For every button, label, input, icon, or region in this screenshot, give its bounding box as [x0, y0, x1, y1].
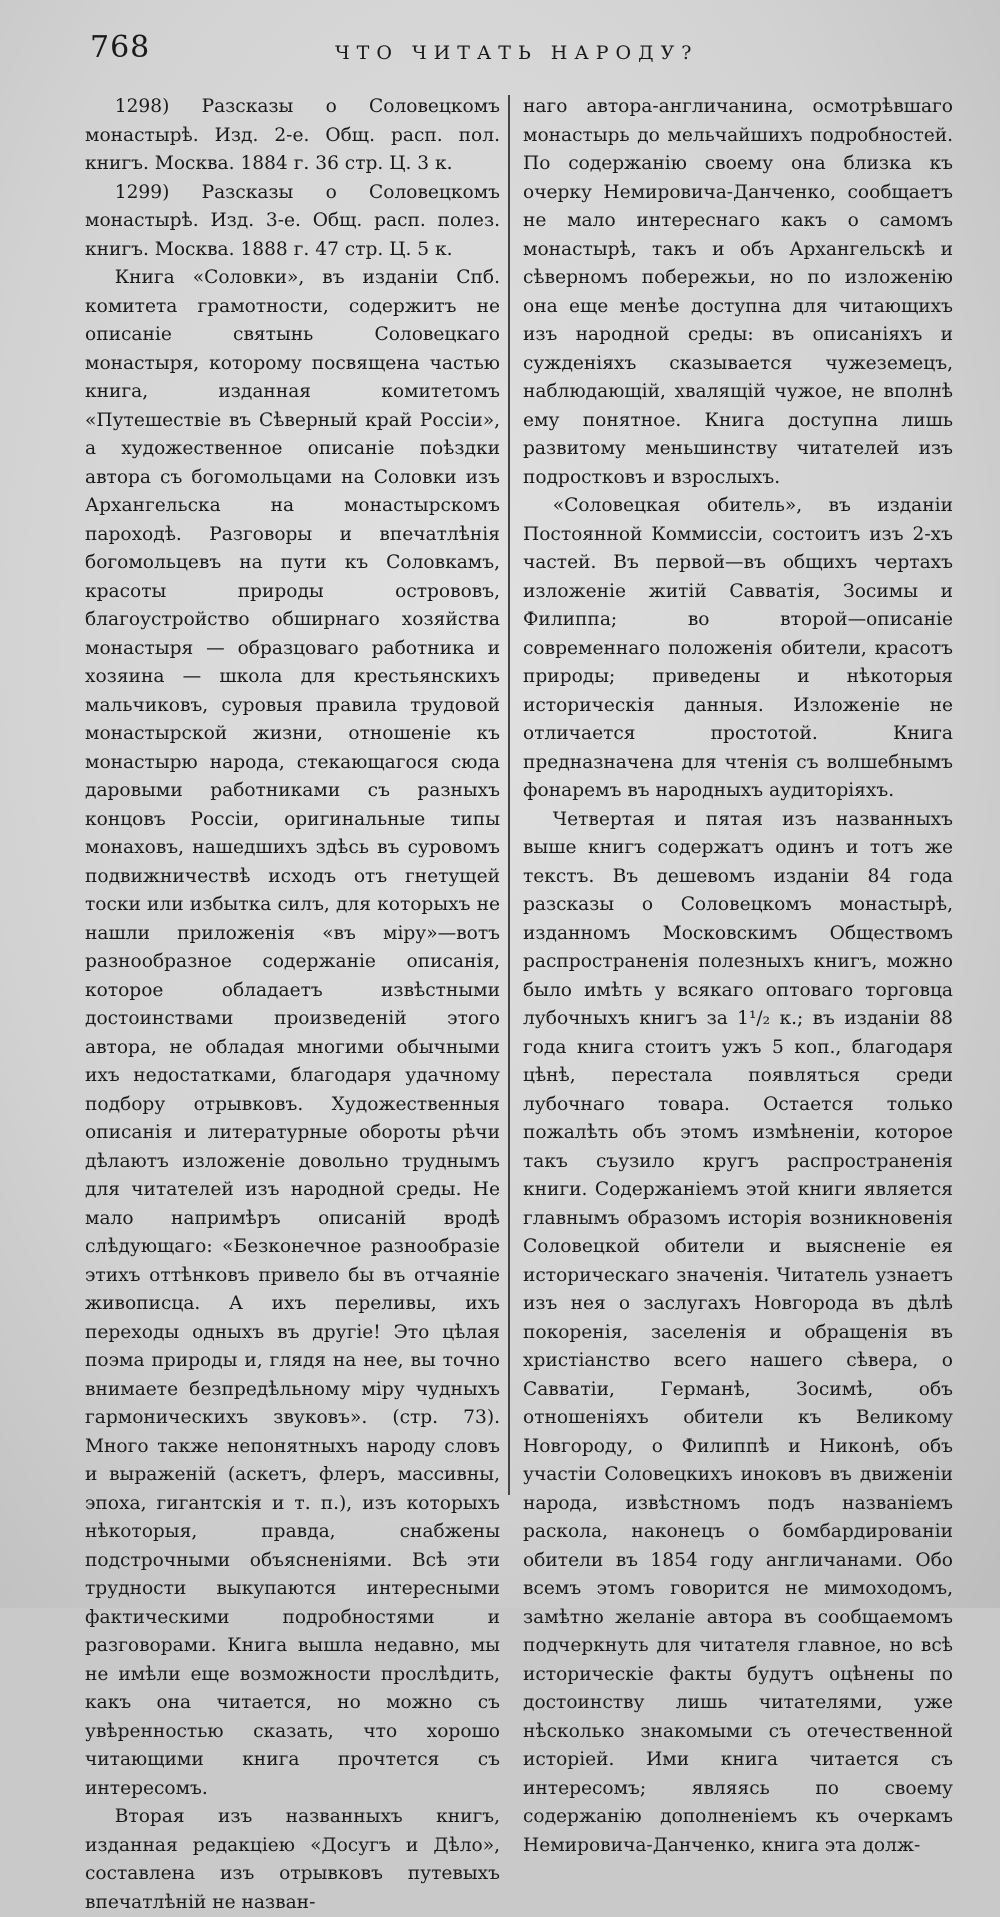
entry-title: Разсказы о Соловецкомъ монастырѣ. — [85, 96, 500, 146]
entry-details: Изд. 2-е. Общ. расп. пол. книгъ. Москва. 1884 г. 36 стр. Ц. 3 к. — [85, 124, 500, 174]
running-title: ЧТО ЧИТАТЬ НАРОДУ? — [335, 42, 699, 64]
entry-number: 1298) — [114, 96, 170, 117]
right-column — [523, 93, 953, 1856]
left-column — [85, 93, 500, 1913]
bibliography-entry — [85, 93, 500, 179]
bibliography-entry — [85, 179, 500, 265]
entry-number: 1299) — [114, 181, 170, 203]
entry-details: Изд. 3-е. Общ. расп. полез. книгъ. Москва. 1888 г. 47 стр. Ц. 5 к. — [85, 210, 500, 260]
page-header — [90, 30, 920, 80]
body-paragraph-continued: наго автора-англичанина, осмотрѣвшаго монастырь до мельчайшихъ подробностей. По содержанію своему она близка къ очерку Немировича-Данченко, сообщаетъ не мало интереснаго какъ о самомъ монастырѣ, такъ и объ Архангельскѣ и сѣверномъ побережьи, но по изложенію она еще менѣе доступна для читающихъ изъ народной среды: въ описаніяхъ и сужденіяхъ сказывается чужеземецъ, наблюдающій, хвалящій чужое, не вполнѣ ему понятное. Книга доступна лишь развитому меньшинству читателей изъ подростковъ и взрослыхъ. — [523, 96, 953, 488]
body-paragraph: Четвертая и пятая изъ названныхъ выше книгъ содержатъ одинъ и тотъ же текстъ. Въ дешевомъ изданіи 84 года разсказы о Соловецкомъ монастырѣ, изданномъ Московскимъ Обществомъ распространенія полезныхъ книгъ, можно было имѣть у всякаго оптоваго торговца лубочныхъ книгъ за 1¹/₂ к.; въ изданіи 88 года книга стоитъ ужъ 5 коп., благодаря цѣнѣ, перестала появляться среди лубочнаго товара. Остается только пожалѣть объ этомъ измѣненіи, которое такъ съузило кругъ распространенія книги. Содержаніемъ этой книги является главнымъ образомъ исторія возникновенія Соловецкой обители и выясненіе ея историческаго значенія. Читатель узнаетъ изъ нея о заслугахъ Новгорода въ дѣлѣ покоренія, заселенія и обращенія въ христіанство всего нашего сѣвера, о Савватіи, Германѣ, Зосимѣ, объ отношеніяхъ обители къ Великому Новгороду, о Филиппѣ и Никонѣ, объ участіи Соловецкихъ иноковъ въ движеніи народа, извѣстномъ подъ названіемъ раскола, наконецъ о бомбардированіи обители въ 1854 году англичанами. Обо всемъ этомъ говорится не мимоходомъ, замѣтно желаніе автора въ сообщаемомъ подчеркнуть для читателя главное, но всѣ историческіе факты будутъ оцѣнены по достоинству лишь читателями, уже нѣсколько знакомыми съ отечественной исторіей. Ими книга читается съ интересомъ; являясь по своему содержанію дополненіемъ къ очеркамъ Немировича-Данченко, книга эта долж- — [523, 808, 953, 1856]
body-paragraph: «Соловецкая обитель», въ изданіи Постоянной Коммиссіи, состоитъ изъ 2-хъ частей. Въ первой—въ общихъ чертахъ изложеніе житій Савватія, Зосимы и Филиппа; во второй—описаніе современнаго положенія обители, красотъ природы; приведены и нѣкоторыя историческія данныя. Изложеніе не отличается простотой. Книга предназначена для чтенія съ волшебнымъ фонаремъ въ народныхъ аудиторіяхъ. — [523, 495, 953, 801]
body-paragraph: Вторая изъ названныхъ книгъ, изданная редакціею «Досугъ и Дѣло», составлена изъ отрывковъ путевыхъ впечатлѣній не назван- — [85, 1806, 500, 1913]
page-number: 768 — [90, 30, 151, 65]
body-paragraph: Книга «Соловки», въ изданіи Спб. комитета грамотности, содержитъ не описаніе святынь Соловецкаго монастыря, которому посвящена частью книга, изданная комитетомъ «Путешествіе въ Сѣверный край Россіи», а художественное описаніе поѣздки автора съ богомольцами на Соловки изъ Архангельска на монастырскомъ пароходѣ. Разговоры и впечатлѣнія богомольцевъ на пути къ Соловкамъ, красоты природы острововъ, благоустройство обширнаго хозяйства монастыря — образцоваго работника и хозяина — школа для крестьянскихъ мальчиковъ, суровыя правила трудовой монастырской жизни, отношеніе къ монастырю народа, стекающагося сюда даровыми работниками съ разныхъ концовъ Россіи, оригинальные типы монаховъ, нашедшихъ здѣсь въ суровомъ подвижничествѣ исходъ отъ гнетущей тоски или избытка силъ, для которыхъ не нашли приложенія «въ міру»—вотъ разнообразное содержаніе описанія, которое обладаетъ извѣстными достоинствами произведеній этого автора, не обладая многими обычными ихъ недостатками, благодаря удачному подбору отрывковъ. Художественныя описанія и литературные обороты рѣчи дѣлаютъ изложеніе довольно труднымъ для читателей изъ народной среды. Не мало напримѣръ описаній вродѣ слѣдующаго: «Безконечное разнообразіе этихъ оттѣнковъ привело бы въ отчаяніе живописца. А ихъ переливы, ихъ переходы одныхъ въ другіе! Это цѣлая поэма природы и, глядя на нее, вы точно внимаете безпредѣльному міру чудныхъ гармоническихъ звуковъ». (стр. 73). Много также непонятныхъ народу словъ и выраженій (аскетъ, флеръ, массивны, эпоха, гигантскія и т. п.), изъ которыхъ нѣкоторыя, правда, снабжены подстрочными объясненіями. Всѣ эти трудности выкупаются интересными фактическими подробностями и разговорами. Книга вышла недавно, мы не имѣли еще возможности прослѣдить, какъ она читается, но можно съ увѣренностью сказать, что хорошо читающими книга прочтется съ интересомъ. — [85, 267, 500, 1799]
entry-title: Разсказы о Соловецкомъ монастырѣ. — [85, 181, 500, 231]
column-divider — [508, 95, 510, 1495]
